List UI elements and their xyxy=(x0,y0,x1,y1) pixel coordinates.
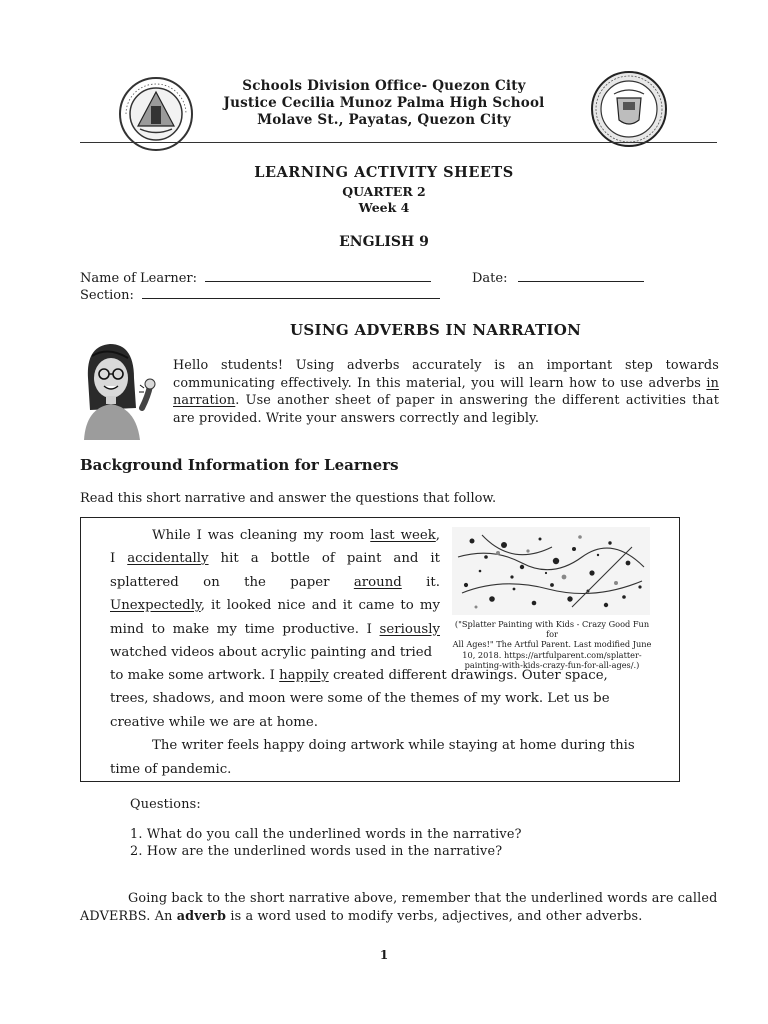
section-field-row xyxy=(80,286,440,303)
lesson-title: USING ADVERBS IN NARRATION xyxy=(290,321,582,339)
image-caption xyxy=(452,619,652,670)
school-name-line: Justice Cecilia Munoz Palma High School xyxy=(223,95,545,111)
teacher-avatar-illustration xyxy=(78,338,156,440)
date-blank[interactable] xyxy=(518,269,644,282)
narrative-line: time of pandemic. xyxy=(110,761,232,777)
narrative-line: Unexpectedly, it looked nice and it came to my xyxy=(110,598,440,614)
quarter-label: QUARTER 2 xyxy=(342,184,426,199)
division-office-line: Schools Division Office- Quezon City xyxy=(242,78,526,94)
page-number: 1 xyxy=(379,948,389,962)
narrative-line: While I was cleaning my room last week, xyxy=(152,528,440,543)
splatter-painting-image xyxy=(452,527,650,615)
date-field-row xyxy=(472,269,644,286)
caption-line: painting-with-kids-crazy-fun-for-all-ages/.) xyxy=(464,659,640,670)
adverb-underlined: seriously xyxy=(379,621,440,637)
caption-line: 10, 2018. https://artfulparent.com/splatter- xyxy=(462,649,642,660)
closing-paragraph xyxy=(80,890,719,926)
intro-underlined-phrase: in narration xyxy=(173,375,719,409)
closing-text: Going back to the short narrative above, remember that the underlined words are called ADVERBS. An xyxy=(80,891,718,924)
narrative-line: trees, shadows, and moon were some of the themes of my work. Let us be xyxy=(110,691,610,707)
narrative-line: I accidentally hit a bottle of paint and it xyxy=(110,551,440,567)
narrative-full-lines xyxy=(110,664,648,781)
narrative-line: splattered on the paper around it. xyxy=(110,574,440,590)
adverb-term: adverb xyxy=(176,909,227,924)
intro-text: Hello students! Using adverbs accurately is an important step towards communicating effectively. In this material, you will learn how to use adverbs in narration. Use another sheet of paper in answering the different activities that are provided. Write your answers correctly and legibly. xyxy=(173,358,719,426)
questions-label: Questions: xyxy=(130,797,201,812)
background-heading: Background Information for Learners xyxy=(80,456,399,474)
week-label: Week 4 xyxy=(358,200,410,215)
narrative-line: mind to make my time productive. I seriously xyxy=(110,621,440,637)
adverb-underlined: happily xyxy=(279,668,329,683)
narrative-wrapped-lines xyxy=(110,524,440,664)
question-2: 2. How are the underlined words used in the narrative? xyxy=(130,844,503,859)
adverb-underlined: around xyxy=(353,574,402,590)
adverb-underlined: last week xyxy=(370,528,436,543)
header-divider xyxy=(80,142,717,143)
narrative-line: creative while we are at home. xyxy=(110,714,318,730)
caption-line: All Ages!" The Artful Parent. Last modified June xyxy=(452,639,652,650)
intro-paragraph xyxy=(173,357,719,427)
subject-label: ENGLISH 9 xyxy=(339,234,429,250)
school-address-line: Molave St., Payatas, Quezon City xyxy=(257,112,511,128)
narrative-line: watched videos about acrylic painting and tried xyxy=(110,645,433,661)
question-1: 1. What do you call the underlined words in the narrative? xyxy=(130,827,522,842)
section-label: Section: xyxy=(80,288,134,303)
narrative-line: to make some artwork. I happily created different drawings. Outer space, xyxy=(110,668,608,683)
caption-line: ("Splatter Painting with Kids - Crazy Good Fun for xyxy=(454,619,650,640)
read-instruction: Read this short narrative and answer the questions that follow. xyxy=(80,491,497,506)
document-title: LEARNING ACTIVITY SHEETS xyxy=(254,164,514,181)
adverb-underlined: accidentally xyxy=(127,551,209,567)
section-blank[interactable] xyxy=(142,286,440,299)
adverb-underlined: Unexpectedly xyxy=(110,598,201,614)
name-blank[interactable] xyxy=(205,269,431,282)
narrative-line: The writer feels happy doing artwork while staying at home during this xyxy=(152,738,635,754)
name-field-row xyxy=(80,269,431,286)
date-label: Date: xyxy=(472,271,508,286)
closing-text: is a word used to modify verbs, adjectives, and other adverbs. xyxy=(226,909,643,924)
name-label: Name of Learner: xyxy=(80,271,197,286)
